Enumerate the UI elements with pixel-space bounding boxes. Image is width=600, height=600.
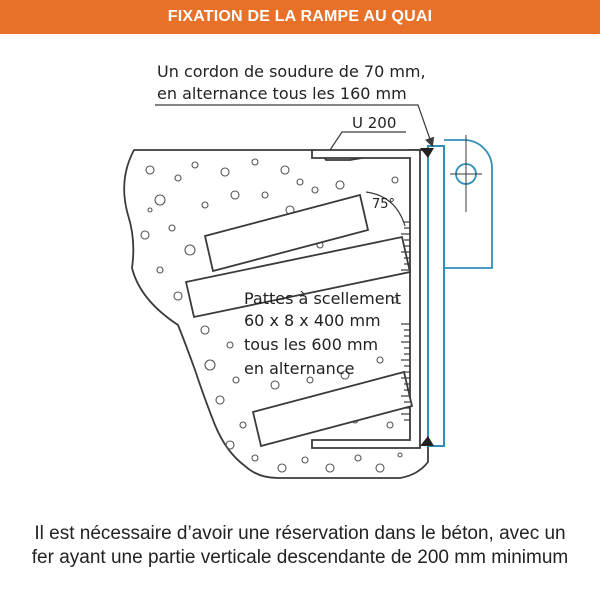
weld-note-line-1: Un cordon de soudure de 70 mm, — [157, 62, 426, 81]
ramp-fixation-diagram — [0, 34, 600, 514]
u200-leader — [330, 132, 406, 150]
hinge — [444, 135, 492, 268]
caption-line-1: Il est nécessaire d’avoir une réservation dans le béton, avec un — [34, 523, 566, 544]
weld-note-line-2: en alternance tous les 160 mm — [157, 84, 407, 103]
anchor-note-line-4: en alternance — [244, 359, 355, 378]
u200-label: U 200 — [352, 114, 397, 132]
angle-label: 75° — [372, 197, 396, 212]
banner-title: FIXATION DE LA RAMPE AU QUAI — [167, 8, 433, 25]
anchor-note-line-3: tous les 600 mm — [244, 335, 379, 354]
caption-line-2: fer ayant une partie verticale descendante de 200 mm minimum — [31, 547, 569, 568]
title-banner — [0, 0, 600, 34]
ramp-plate — [428, 146, 444, 446]
anchor-note-line-1: Pattes à scellement — [244, 289, 401, 308]
footer-caption — [0, 522, 600, 570]
anchor-note-line-2: 60 x 8 x 400 mm — [244, 311, 381, 330]
